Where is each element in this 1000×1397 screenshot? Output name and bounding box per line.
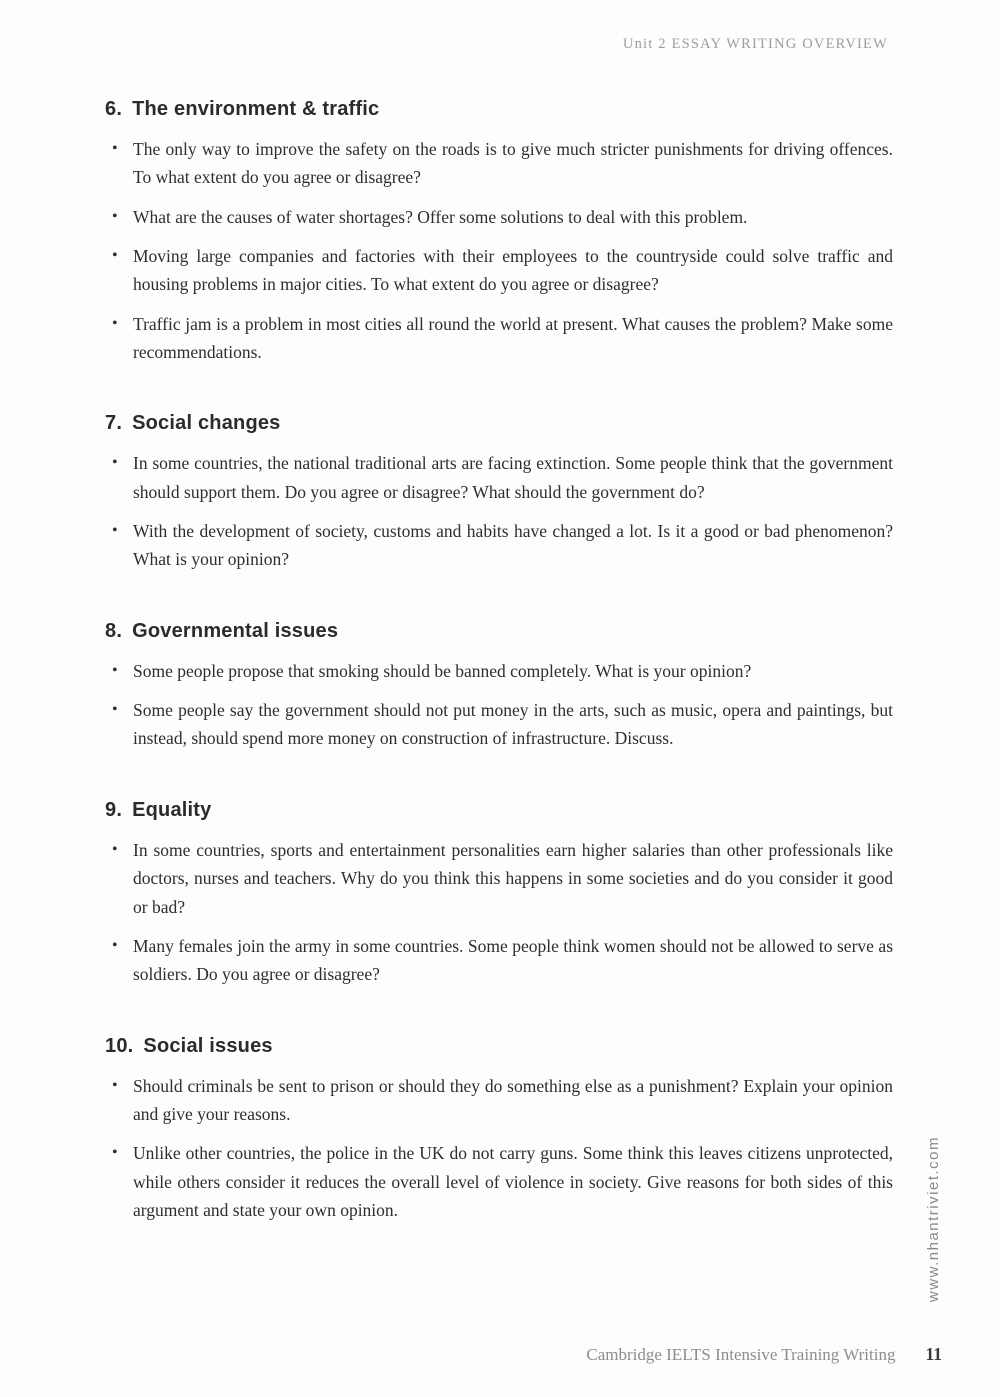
running-head: Unit 2 ESSAY WRITING OVERVIEW [622, 36, 888, 52]
topic-list [105, 1072, 893, 1225]
section-heading [105, 98, 893, 121]
topic-list [105, 135, 893, 366]
section-number: 6. [105, 98, 123, 120]
essay-topic: • With the development of society, customs and habits have changed a lot. Is it a good or bad phenomenon? What is your opinion? [105, 517, 893, 574]
essay-topic: • In some countries, sports and entertainment personalities earn higher salaries than other professionals like doctors, nurses and teachers. Why do you think this happens in some societies and do you consider it good or bad? [105, 836, 893, 921]
page-content [105, 98, 893, 1235]
essay-topic: • Moving large companies and factories with their employees to the countryside could solve traffic and housing problems in major cities. To what extent do you agree or disagree? [105, 242, 893, 299]
section-number: 8. [105, 619, 123, 642]
essay-topic: • What are the causes of water shortages? Offer some solutions to deal with this problem. [105, 203, 893, 231]
page-footer [586, 1344, 942, 1365]
essay-topic: • Some people propose that smoking should be banned completely. What is your opinion? [105, 657, 893, 685]
topic-list [105, 657, 893, 753]
essay-topic: • Some people say the government should not put money in the arts, such as music, opera and paintings, but instead, should spend more money on construction of infrastructure. Discuss. [105, 696, 893, 753]
topic-list [105, 449, 893, 573]
section-governmental-issues [105, 620, 893, 753]
section-heading [105, 620, 893, 643]
essay-topic: • Unlike other countries, the police in the UK do not carry guns. Some think this leaves citizens unprotected, while others consider it reduces the overall level of violence in society. Give reasons for both sides of this argument and state your own opinion. [105, 1139, 893, 1224]
section-number: 10. [105, 1034, 134, 1057]
section-title: Social changes [132, 412, 281, 435]
section-title: Equality [132, 798, 212, 821]
section-social-issues [105, 1035, 893, 1225]
essay-topic: • Traffic jam is a problem in most cities all round the world at present. What causes the problem? Make some recommendations. [105, 310, 893, 367]
section-social-changes [105, 412, 893, 573]
section-number: 7. [105, 412, 123, 435]
section-title: The environment & traffic [132, 98, 380, 120]
section-environment-traffic [105, 98, 893, 366]
footer-book-title: Cambridge IELTS Intensive Training Writing [586, 1345, 896, 1364]
section-equality [105, 799, 893, 989]
section-number: 9. [105, 798, 123, 821]
section-heading [105, 1035, 893, 1058]
page-number: 11 [925, 1344, 942, 1364]
section-title: Social issues [143, 1034, 273, 1057]
essay-topic: • Should criminals be sent to prison or should they do something else as a punishment? Explain your opinion and give your reasons. [105, 1072, 893, 1129]
section-heading [105, 799, 893, 822]
section-heading [105, 412, 893, 435]
essay-topic: • Many females join the army in some countries. Some people think women should not be allowed to serve as soldiers. Do you agree or disagree? [105, 932, 893, 989]
essay-topic: • In some countries, the national traditional arts are facing extinction. Some people think that the government should support them. Do you agree or disagree? What should the government do? [105, 449, 893, 506]
essay-topic: • The only way to improve the safety on the roads is to give much stricter punishments for driving offences. To what extent do you agree or disagree? [105, 135, 893, 192]
section-title: Governmental issues [132, 619, 339, 642]
watermark-url: www.nhantriviet.com [925, 1135, 942, 1302]
topic-list [105, 836, 893, 989]
